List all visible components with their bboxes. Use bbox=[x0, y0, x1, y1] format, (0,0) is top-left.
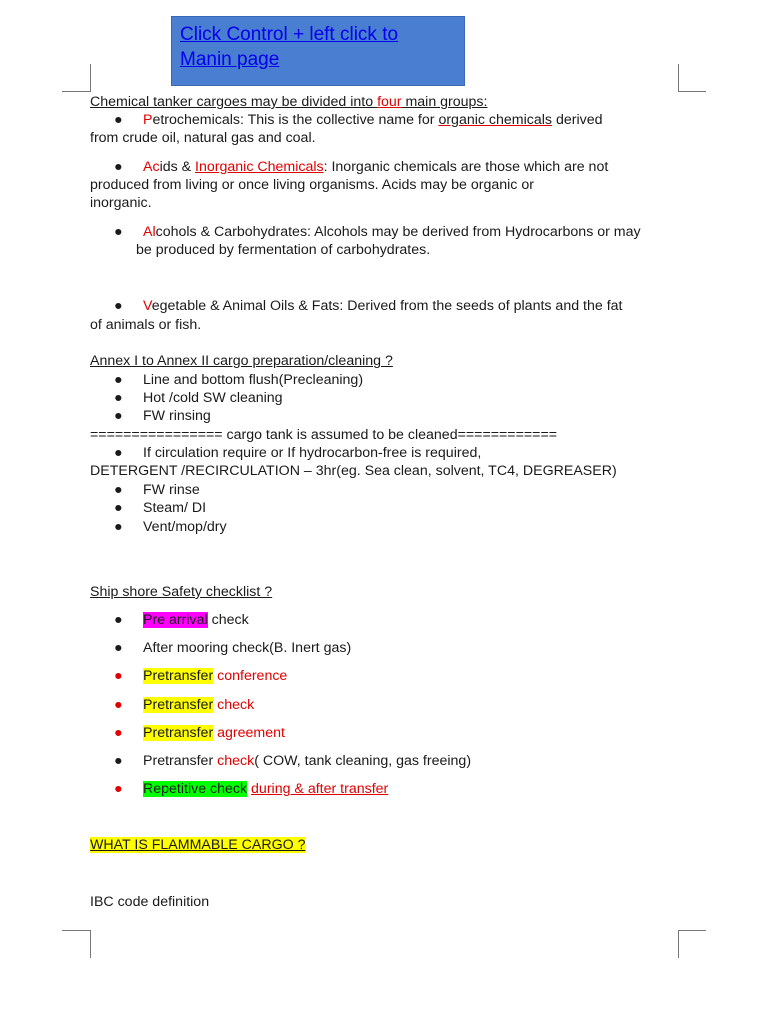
intro-highlight: four bbox=[377, 94, 402, 110]
alcohols-letters: Al bbox=[143, 224, 156, 240]
safety-item-after-mooring: After mooring check(B. Inert gas) bbox=[143, 640, 352, 656]
acids-letters: Ac bbox=[143, 159, 160, 175]
main-page-link-box[interactable] bbox=[171, 16, 465, 86]
annex-bullet: ● bbox=[114, 482, 123, 498]
pt-conference-rest: conference bbox=[213, 668, 288, 684]
alcohols-bullet: ● bbox=[114, 224, 123, 240]
annex-bullet: ● bbox=[114, 408, 123, 424]
acids-highlight: Inorganic Chemicals bbox=[195, 159, 324, 175]
annex-detergent-line: DETERGENT /RECIRCULATION – 3hr(eg. Sea clean, solvent, TC4, DEGREASER) bbox=[90, 463, 617, 479]
pt-check-highlight: Pretransfer bbox=[143, 697, 214, 713]
petro-letter: P bbox=[143, 112, 153, 128]
safety-bullet-red: ● bbox=[114, 697, 123, 713]
flammable-heading-text: WHAT IS FLAMMABLE CARGO ? bbox=[90, 837, 306, 853]
pre-arrival-rest: check bbox=[207, 612, 249, 628]
annex-circulation-item: If circulation require or If hydrocarbon-free is required, bbox=[143, 445, 482, 461]
acids-after: : Inorganic chemicals are those which are not bbox=[323, 159, 609, 175]
acids-line-3: inorganic. bbox=[90, 195, 152, 211]
annex-item: Line and bottom flush(Precleaning) bbox=[143, 372, 364, 388]
annex-bullet: ● bbox=[114, 390, 123, 406]
annex-heading: Annex I to Annex II cargo preparation/cleaning ? bbox=[90, 353, 393, 369]
pt-conference-highlight: Pretransfer bbox=[143, 668, 214, 684]
repetitive-rest: during & after transfer bbox=[251, 781, 389, 797]
pt-agreement-rest: agreement bbox=[213, 725, 285, 741]
safety-bullet: ● bbox=[114, 612, 123, 628]
alcohols-line-2: be produced by fermentation of carbohydrates. bbox=[136, 242, 431, 258]
alcohols-text: cohols & Carbohydrates: Alcohols may be derived from Hydrocarbons or may bbox=[155, 224, 641, 240]
veg-text: egetable & Animal Oils & Fats: Derived from the seeds of plants and the fat bbox=[151, 298, 623, 314]
main-page-link[interactable] bbox=[180, 22, 450, 72]
intro-suffix: main groups: bbox=[401, 94, 488, 110]
flammable-heading bbox=[90, 836, 305, 854]
intro-prefix: Chemical tanker cargoes may be divided into bbox=[90, 94, 378, 110]
petro-highlight: organic chemicals bbox=[438, 112, 552, 128]
safety-item-pt-conference bbox=[143, 667, 287, 685]
veg-bullet: ● bbox=[114, 298, 123, 314]
safety-bullet: ● bbox=[114, 753, 123, 769]
acids-line-2: produced from living or once living organisms. Acids may be organic or bbox=[90, 177, 534, 193]
petro-after: derived bbox=[552, 112, 603, 128]
annex-bullet: ● bbox=[114, 500, 123, 516]
annex-separator: ================ cargo tank is assumed to be cleaned============ bbox=[90, 427, 558, 443]
safety-bullet-red: ● bbox=[114, 668, 123, 684]
intro-line bbox=[90, 93, 487, 111]
pt-check-rest: check bbox=[213, 697, 255, 713]
pre-arrival-highlight: Pre arrival bbox=[143, 612, 208, 628]
safety-item-repetitive bbox=[143, 780, 388, 798]
safety-bullet: ● bbox=[114, 640, 123, 656]
safety-item-pt-agreement bbox=[143, 724, 285, 742]
alcohols-line-1 bbox=[143, 223, 641, 241]
veg-letter: V bbox=[143, 298, 152, 314]
acids-bullet: ● bbox=[114, 159, 123, 175]
annex-bullet: ● bbox=[114, 445, 123, 461]
annex-item: FW rinsing bbox=[143, 408, 211, 424]
safety-item-pre-arrival bbox=[143, 611, 249, 629]
veg-line-1 bbox=[143, 297, 623, 315]
annex-item: Vent/mop/dry bbox=[143, 519, 227, 535]
acids-text: ids & bbox=[159, 159, 196, 175]
annex-item: Hot /cold SW cleaning bbox=[143, 390, 283, 406]
petro-line-1 bbox=[143, 111, 602, 129]
veg-line-2: of animals or fish. bbox=[90, 317, 202, 333]
annex-item: Steam/ DI bbox=[143, 500, 207, 516]
petro-bullet: ● bbox=[114, 112, 123, 128]
safety-item-pt-check bbox=[143, 696, 254, 714]
pt-check2-rest: ( COW, tank cleaning, gas freeing) bbox=[254, 753, 472, 769]
annex-bullet: ● bbox=[114, 372, 123, 388]
pt-agreement-highlight: Pretransfer bbox=[143, 725, 214, 741]
safety-bullet-red: ● bbox=[114, 725, 123, 741]
petro-text: etrochemicals: This is the collective name for bbox=[152, 112, 439, 128]
petro-line-2: from crude oil, natural gas and coal. bbox=[90, 130, 316, 146]
safety-item-pt-check-2 bbox=[143, 752, 471, 770]
annex-bullet: ● bbox=[114, 519, 123, 535]
ibc-definition: IBC code definition bbox=[90, 894, 210, 910]
repetitive-highlight: Repetitive check bbox=[143, 781, 248, 797]
safety-heading: Ship shore Safety checklist ? bbox=[90, 584, 273, 600]
annex-item: FW rinse bbox=[143, 482, 200, 498]
pt-check2-prefix: Pretransfer bbox=[143, 753, 218, 769]
pt-check2-red: check bbox=[217, 753, 255, 769]
acids-line-1 bbox=[143, 158, 608, 176]
link-line-2[interactable]: Manin page bbox=[180, 49, 280, 70]
link-line-1[interactable]: Click Control + left click to bbox=[180, 24, 399, 45]
safety-bullet-red: ● bbox=[114, 781, 123, 797]
